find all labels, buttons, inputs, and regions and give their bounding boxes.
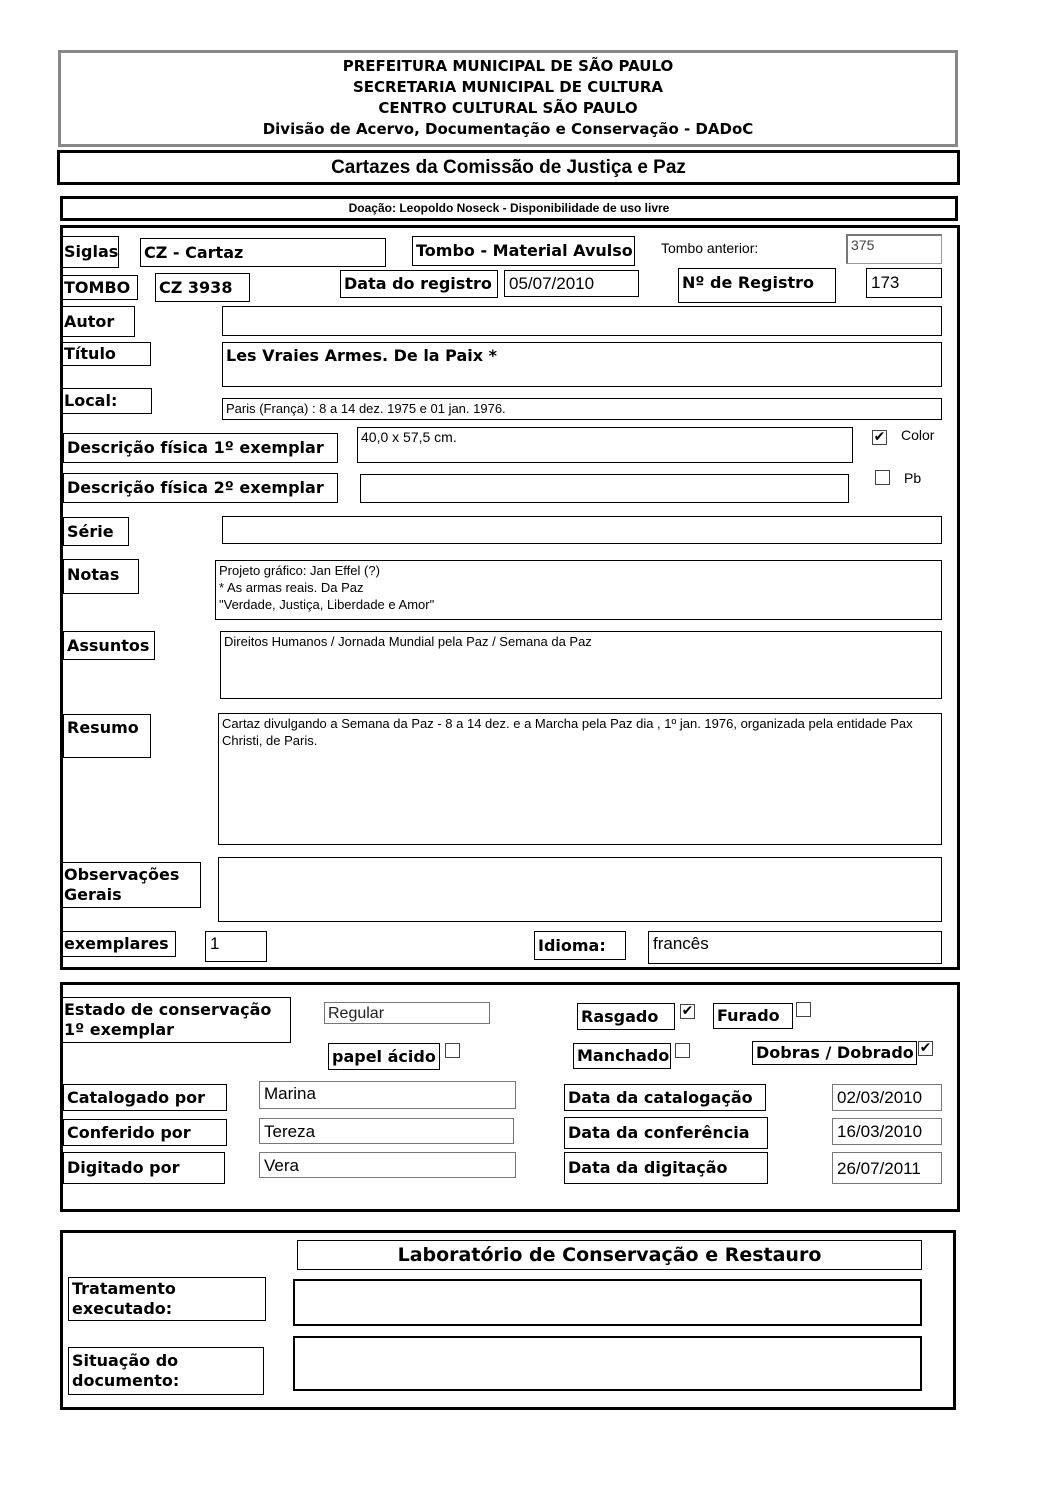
siglas-field[interactable]: CZ - Cartaz (140, 238, 386, 267)
manchado-checkbox[interactable] (675, 1043, 690, 1058)
notas-label: Notas (63, 559, 139, 594)
idioma-label: Idioma: (534, 931, 626, 960)
situacao-label: Situação do documento: (68, 1347, 264, 1395)
assuntos-field[interactable]: Direitos Humanos / Jornada Mundial pela Paz / Semana da Paz (220, 631, 942, 699)
exemplares-label: exemplares (60, 931, 176, 957)
furado-label: Furado (713, 1003, 793, 1029)
data-catalogacao-field[interactable]: 02/03/2010 (832, 1084, 942, 1111)
catalogado-por-field[interactable]: Marina (259, 1081, 516, 1109)
serie-field[interactable] (222, 516, 942, 544)
local-field[interactable]: Paris (França) : 8 a 14 dez. 1975 e 01 jan. 1976. (222, 398, 942, 420)
siglas-label: Siglas (60, 236, 119, 268)
local-label: Local: (60, 388, 152, 414)
data-conferencia-label: Data da conferência (564, 1117, 768, 1149)
header-line-2: SECRETARIA MUNICIPAL DE CULTURA (352, 78, 664, 96)
digitado-por-label: Digitado por (63, 1152, 225, 1184)
dobras-checkbox[interactable]: ✔ (919, 1040, 932, 1056)
tratamento-label: Tratamento executado: (68, 1277, 266, 1321)
tombo-label: TOMBO (60, 275, 138, 300)
institution-header (58, 50, 958, 147)
pb-label: Pb (904, 470, 922, 486)
tombo-avulso-label: Tombo - Material Avulso (412, 236, 635, 266)
header-line-3: CENTRO CULTURAL SÃO PAULO (378, 99, 638, 117)
resumo-field[interactable]: Cartaz divulgando a Semana da Paz - 8 a 14 dez. e a Marcha pela Paz dia , 1º jan. 1976, organizada pela entidade Pax Christi, de Paris. (218, 713, 942, 845)
collection-title: Cartazes da Comissão de Justiça e Paz (57, 150, 960, 185)
observacoes-field[interactable] (218, 857, 942, 922)
data-catalogacao-label: Data da catalogação (564, 1084, 766, 1111)
furado-checkbox[interactable] (796, 1002, 811, 1017)
tombo-anterior-field[interactable]: 375 (846, 234, 942, 264)
header-line-1: PREFEITURA MUNICIPAL DE SÃO PAULO (342, 57, 674, 75)
titulo-field[interactable]: Les Vraies Armes. De la Paix * (222, 342, 942, 387)
donation-note: Doação: Leopoldo Noseck - Disponibilidade de uso livre (60, 196, 958, 221)
idioma-field[interactable]: francês (648, 931, 942, 964)
desc1-label: Descrição física 1º exemplar (63, 433, 338, 463)
notas-field[interactable] (215, 560, 942, 620)
observacoes-label: Observações Gerais (60, 862, 201, 908)
assuntos-label: Assuntos (63, 631, 155, 660)
rasgado-label: Rasgado (577, 1003, 675, 1030)
papel-acido-label: papel ácido (328, 1043, 440, 1070)
data-registro-field[interactable]: 05/07/2010 (504, 270, 639, 297)
catalogado-por-label: Catalogado por (63, 1084, 227, 1111)
notas-line-2: * As armas reais. Da Paz (219, 580, 364, 595)
serie-label: Série (63, 517, 129, 546)
dobras-label: Dobras / Dobrado (752, 1041, 917, 1065)
rasgado-checkbox[interactable]: ✔ (681, 1003, 694, 1019)
n-registro-label: Nº de Registro (678, 268, 836, 303)
papel-acido-checkbox[interactable] (445, 1043, 460, 1058)
lab-title: Laboratório de Conservação e Restauro (297, 1240, 922, 1270)
autor-label: Autor (60, 306, 135, 337)
notas-line-3: "Verdade, Justiça, Liberdade e Amor" (219, 597, 435, 612)
estado-conservacao-label: Estado de conservação 1º exemplar (60, 997, 291, 1043)
titulo-label: Título (60, 342, 151, 366)
desc2-label: Descrição física 2º exemplar (63, 473, 338, 503)
color-checkbox[interactable]: ✔ (873, 429, 886, 445)
tombo-field[interactable]: CZ 3938 (155, 273, 250, 302)
pb-checkbox[interactable] (875, 470, 890, 485)
header-line-4: Divisão de Acervo, Documentação e Conservação - DADoC (262, 120, 754, 138)
tratamento-field[interactable] (293, 1279, 922, 1326)
estado-conservacao-field[interactable]: Regular (324, 1002, 490, 1024)
notas-line-1: Projeto gráfico: Jan Effel (?) (219, 563, 380, 578)
situacao-field[interactable] (293, 1336, 922, 1391)
manchado-label: Manchado (573, 1043, 671, 1069)
n-registro-field[interactable]: 173 (866, 268, 942, 298)
data-conferencia-field[interactable]: 16/03/2010 (832, 1118, 942, 1145)
data-digitacao-label: Data da digitação (564, 1152, 768, 1184)
desc1-field[interactable]: 40,0 x 57,5 cm. (357, 427, 853, 463)
conferido-por-field[interactable]: Tereza (259, 1118, 514, 1144)
conferido-por-label: Conferido por (63, 1119, 227, 1146)
autor-field[interactable] (222, 306, 942, 336)
resumo-label: Resumo (63, 714, 151, 758)
data-digitacao-field[interactable]: 26/07/2011 (832, 1152, 942, 1184)
data-registro-label: Data do registro (340, 270, 498, 298)
color-label: Color (901, 427, 935, 443)
digitado-por-field[interactable]: Vera (259, 1152, 516, 1178)
exemplares-field[interactable]: 1 (205, 931, 267, 962)
desc2-field[interactable] (360, 474, 849, 503)
tombo-anterior-label: Tombo anterior: (661, 240, 759, 256)
